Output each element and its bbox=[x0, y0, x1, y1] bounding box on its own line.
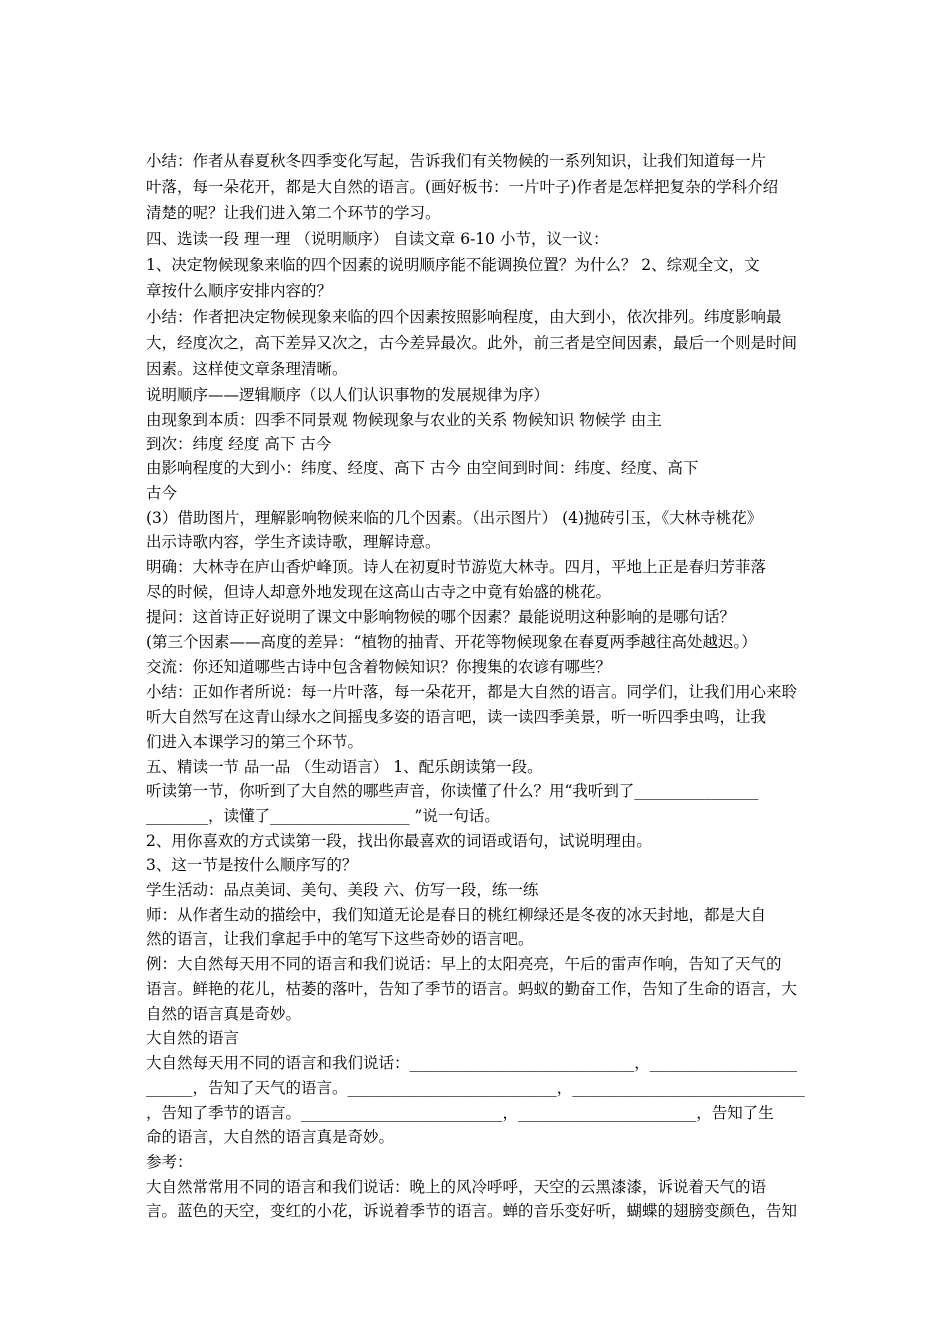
text-line: 提问：这首诗正好说明了课文中影响物候的哪个因素？最能说明这种影响的是哪句话？ bbox=[146, 608, 736, 626]
text-line: 到次：纬度 经度 高下 古今 bbox=[146, 435, 332, 453]
text-line: 说明顺序——逻辑顺序（以人们认识事物的发展规律为序） bbox=[146, 386, 550, 404]
text-line: 因素。这样使文章条理清晰。 bbox=[146, 360, 348, 378]
text-line: 清楚的呢？让我们进入第二个环节的学习。 bbox=[146, 204, 441, 222]
text-line: 小结：正如作者所说：每一片叶落，每一朵花开，都是大自然的语言。同学们，让我们用心来聆 bbox=[146, 683, 798, 701]
text-line: 例：大自然每天用不同的语言和我们说话：早上的太阳亮亮，午后的雷声作响，告知了天气的 bbox=[146, 955, 782, 973]
text-line: 言。蓝色的天空，变红的小花，诉说着季节的语言。蝉的音乐变好听，蝴蝶的翅膀变颜色，告知 bbox=[146, 1202, 798, 1220]
text-line: ，告知了季节的语言。__________________________，_______________________，告知了生 bbox=[146, 1104, 774, 1122]
text-line: 1、决定物候现象来临的四个因素的说明顺序能不能调换位置？为什么？ 2、综观全文，文 bbox=[146, 256, 760, 274]
text-line: 参考： bbox=[146, 1153, 193, 1171]
text-line: 章按什么顺序安排内容的？ bbox=[146, 282, 333, 300]
text-line: 叶落，每一朵花开，都是大自然的语言。(画好板书：一片叶子)作者是怎样把复杂的学科介绍 bbox=[146, 178, 779, 196]
text-line: 交流：你还知道哪些古诗中包含着物候知识？你搜集的农谚有哪些？ bbox=[146, 658, 612, 676]
text-line: 尽的时候，但诗人却意外地发现在这高山古寺之中竟有始盛的桃花。 bbox=[146, 583, 612, 601]
text-line: 小结：作者从春夏秋冬四季变化写起，告诉我们有关物候的一系列知识，让我们知道每一片 bbox=[146, 152, 767, 170]
text-line: 明确：大林寺在庐山香炉峰顶。诗人在初夏时节游览大林寺。四月，平地上正是春归芳菲落 bbox=[146, 558, 767, 576]
text-line: 语言。鲜艳的花儿，枯萎的落叶，告知了季节的语言。蚂蚁的勤奋工作，告知了生命的语言，大 bbox=[146, 980, 798, 998]
text-line: 3、这一节是按什么顺序写的？ bbox=[146, 856, 358, 874]
text-line: (第三个因素——高度的差异：“植物的抽青、开花等物候现象在春夏两季越往高处越迟。） bbox=[146, 633, 757, 651]
text-line: ________，读懂了__________________ ”说一句话。 bbox=[146, 807, 500, 825]
text-line: 然的语言，让我们拿起手中的笔写下这些奇妙的语言吧。 bbox=[146, 930, 534, 948]
text-line: 四、选读一段 理一理 （说明顺序） 自读文章 6-10 小节，议一议： bbox=[146, 230, 609, 248]
text-line: 听大自然写在这青山绿水之间摇曳多姿的语言吧，读一读四季美景，听一听四季虫鸣，让我 bbox=[146, 708, 767, 726]
text-line: 们进入本课学习的第三个环节。 bbox=[146, 733, 364, 751]
text-line: 大自然每天用不同的语言和我们说话：_____________________________，___________________ bbox=[146, 1054, 798, 1072]
text-line: ______，告知了天气的语言。___________________________，______________________________ bbox=[146, 1079, 805, 1097]
text-line: 由影响程度的大到小：纬度、经度、高下 古今 由空间到时间：纬度、经度、高下 bbox=[146, 459, 699, 477]
text-line: (3）借助图片，理解影响物候来临的几个因素。（出示图片） (4)抛砖引玉，《大林寺桃花》 bbox=[146, 509, 763, 527]
text-line: 由现象到本质：四季不同景观 物候现象与农业的关系 物候知识 物候学 由主 bbox=[146, 411, 662, 429]
text-line: 小结：作者把决定物候现象来临的四个因素按照影响程度，由大到小，依次排列。纬度影响最 bbox=[146, 308, 782, 326]
text-line: 学生活动：品点美词、美句、美段 六、仿写一段，练一练 bbox=[146, 881, 539, 899]
text-line: 大，经度次之，高下差异又次之，古今差异最次。此外，前三者是空间因素，最后一个则是时间 bbox=[146, 334, 798, 352]
section-title: 大自然的语言 bbox=[146, 1029, 240, 1047]
text-line: 五、精读一节 品一品 （生动语言） 1、配乐朗读第一段。 bbox=[146, 758, 543, 776]
text-line: 2、用你喜欢的方式读第一段，找出你最喜欢的词语或语句，试说明理由。 bbox=[146, 832, 652, 850]
text-line: 自然的语言真是奇妙。 bbox=[146, 1005, 302, 1023]
text-line: 古今 bbox=[146, 484, 178, 502]
text-line: 命的语言，大自然的语言真是奇妙。 bbox=[146, 1128, 395, 1146]
text-line: 师：从作者生动的描绘中，我们知道无论是春日的桃红柳绿还是冬夜的冰天封地，都是大自 bbox=[146, 906, 767, 924]
text-line: 听读第一节，你听到了大自然的哪些声音，你读懂了什么？用“我听到了________________ bbox=[146, 782, 759, 800]
text-line: 出示诗歌内容，学生齐读诗歌，理解诗意。 bbox=[146, 533, 441, 551]
text-line: 大自然常常用不同的语言和我们说话：晚上的风冷呼呼，天空的云黑漆漆，诉说着天气的语 bbox=[146, 1178, 767, 1196]
